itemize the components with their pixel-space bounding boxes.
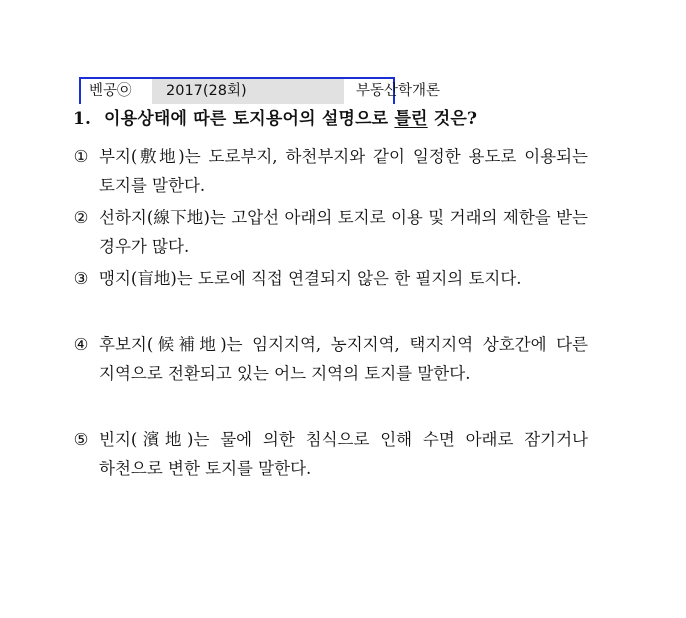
option-number: ① — [73, 147, 89, 166]
option-number: ④ — [73, 335, 89, 354]
answer-option-3[interactable] — [68, 264, 588, 293]
question-text-before: 이용상태에 따른 토지용어의 설명으로 — [104, 109, 395, 129]
option-number: ② — [73, 208, 89, 227]
question-stem — [73, 107, 477, 131]
question-header — [79, 77, 441, 104]
answer-option-5[interactable] — [68, 425, 588, 483]
option-text: 맹지(盲地)는 도로에 직접 연결되지 않은 한 필지의 토지다. — [99, 269, 522, 288]
year-session-label — [152, 79, 344, 104]
option-text: 빈지(濱地)는 물에 의한 침식으로 인해 수면 아래로 잠기거나 하천으로 변한 토지를 말한다. — [99, 430, 588, 478]
option-number: ⑤ — [73, 430, 89, 449]
option-text: 후보지(候補地)는 임지지역, 농지지역, 택지지역 상호간에 다른 지역으로 전환되고 있는 어느 지역의 토지를 말한다. — [99, 335, 588, 383]
question-text-after: 것은? — [427, 109, 478, 129]
year-session-text: 2017(28회) — [166, 83, 247, 99]
question-number: 1. — [73, 109, 92, 129]
option-text: 선하지(線下地)는 고압선 아래의 토지로 이용 및 거래의 제한을 받는 경우가 많다. — [99, 208, 588, 256]
answer-option-2[interactable] — [68, 203, 588, 261]
answer-option-1[interactable] — [68, 142, 588, 200]
option-number: ③ — [73, 269, 89, 288]
question-text-underlined: 틀린 — [394, 109, 428, 129]
subject-tag: 벤공㉧ — [89, 83, 132, 99]
option-text: 부지(敷地)는 도로부지, 하천부지와 같이 일정한 용도로 이용되는 토지를 말한다. — [99, 147, 588, 195]
answer-option-4[interactable] — [68, 330, 588, 388]
course-label: 부동산학개론 — [356, 83, 441, 99]
